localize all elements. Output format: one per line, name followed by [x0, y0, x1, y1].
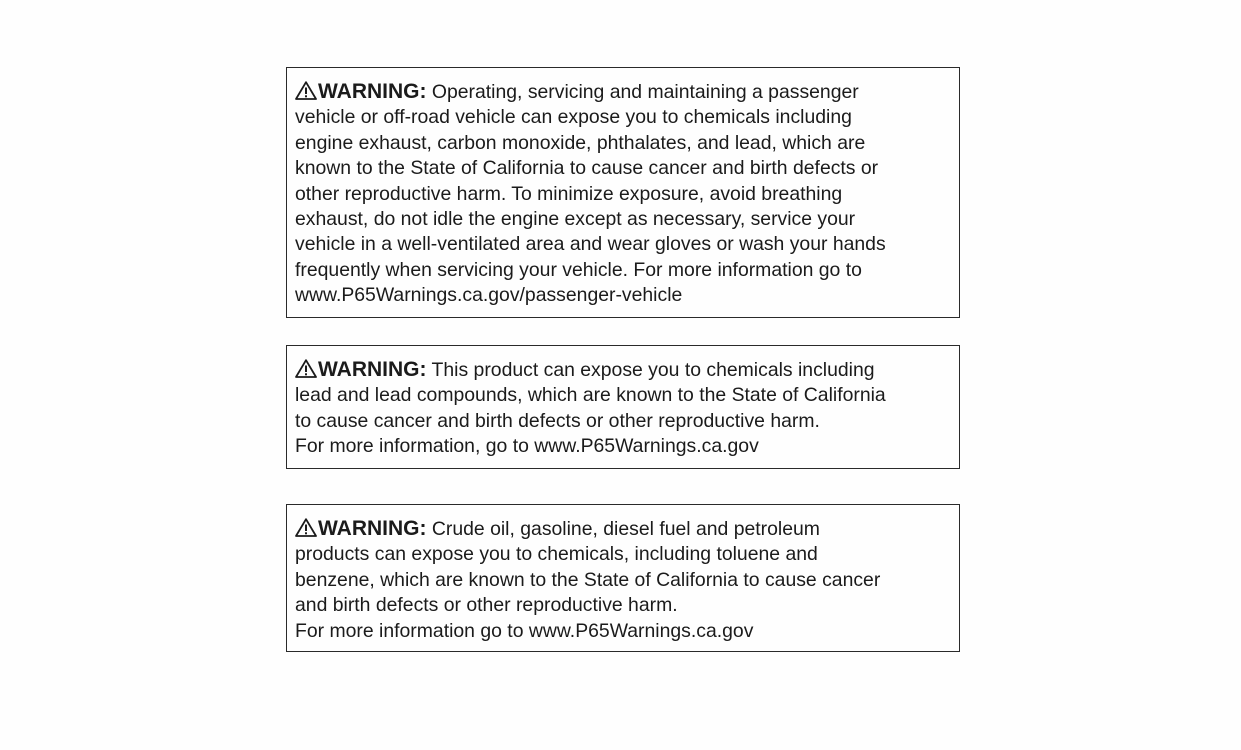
warning-text: This product can expose you to chemicals including	[426, 359, 875, 381]
warning-line: to cause cancer and birth defects or other reproductive harm.	[295, 409, 820, 432]
warning-heading: WARNING:	[318, 358, 427, 381]
warning-line: For more information go to www.P65Warnings.ca.gov	[295, 619, 754, 642]
warning-line: and birth defects or other reproductive harm.	[295, 594, 678, 617]
warning-line: vehicle or off-road vehicle can expose you to chemicals including	[295, 106, 852, 129]
warning-heading: WARNING:	[318, 517, 427, 540]
warning-line: exhaust, do not idle the engine except as necessary, service your	[295, 208, 856, 231]
warning-line	[295, 357, 949, 383]
warning-triangle-icon	[295, 81, 317, 100]
warning-line: vehicle in a well-ventilated area and wear gloves or wash your hands	[295, 233, 886, 256]
warning-line: known to the State of California to cause cancer and birth defects or	[295, 157, 879, 180]
warning-line: lead and lead compounds, which are known to the State of California	[295, 384, 886, 407]
warning-line: engine exhaust, carbon monoxide, phthalates, and lead, which are	[295, 131, 866, 154]
warning-line: products can expose you to chemicals, including toluene and	[295, 543, 818, 566]
warning-triangle-icon	[295, 359, 317, 378]
warning-box-lead	[286, 345, 960, 469]
warning-box-petroleum	[286, 504, 960, 652]
warning-line	[295, 516, 949, 542]
warning-line: other reproductive harm. To minimize exposure, avoid breathing	[295, 182, 843, 205]
warning-triangle-icon	[295, 518, 317, 537]
warning-line: benzene, which are known to the State of California to cause cancer	[295, 568, 881, 591]
warning-line: www.P65Warnings.ca.gov/passenger-vehicle	[295, 284, 683, 307]
warning-line: For more information, go to www.P65Warnings.ca.gov	[295, 435, 759, 458]
warning-text: Operating, servicing and maintaining a passenger	[426, 81, 859, 103]
warning-text: Crude oil, gasoline, diesel fuel and petroleum	[426, 518, 820, 540]
warning-line	[295, 79, 949, 105]
warning-box-passenger-vehicle	[286, 67, 960, 318]
warning-heading: WARNING:	[318, 80, 427, 103]
warning-line: frequently when servicing your vehicle. For more information go to	[295, 258, 862, 281]
